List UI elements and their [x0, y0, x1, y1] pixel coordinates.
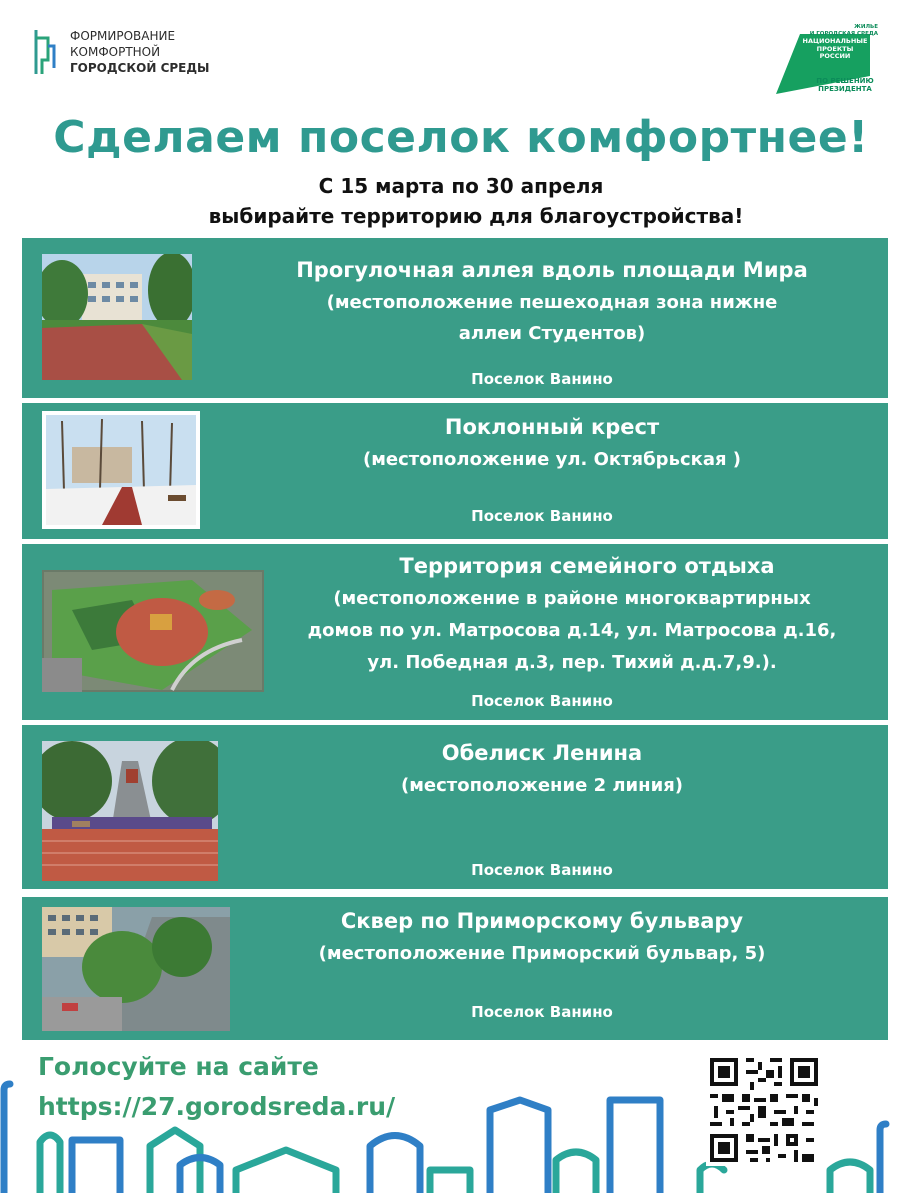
territory-village: Поселок Ванино: [471, 692, 613, 710]
territory-location-line2: домов по ул. Матросова д.14, ул. Матросова д.16,: [307, 620, 837, 641]
territory-village: Поселок Ванино: [471, 1003, 613, 1021]
qr-code-icon: [706, 1054, 822, 1166]
territory-location-line1: (местоположение 2 линия): [400, 775, 684, 796]
vote-label: Голосуйте на сайте: [38, 1052, 319, 1081]
territory-photo-family-area: [42, 570, 264, 692]
territory-village: Поселок Ванино: [471, 370, 613, 388]
territory-name: Обелиск Ленина: [441, 741, 643, 765]
territory-card: [22, 544, 888, 720]
national-projects-logo: [776, 22, 880, 98]
territory-name: Сквер по Приморскому бульвару: [340, 909, 744, 933]
territory-photo-cross: [42, 411, 200, 529]
territory-village: Поселок Ванино: [471, 861, 613, 879]
program-logo: [30, 24, 210, 80]
territory-name: Поклонный крест: [444, 415, 660, 439]
territory-name: Территория семейного отдыха: [399, 554, 775, 578]
program-logo-line2: КОМФОРТНОЙ: [70, 45, 161, 59]
logo-bottom-1: ПО РЕШЕНИЮ: [816, 77, 874, 85]
program-logo-line3: ГОРОДСКОЙ СРЕДЫ: [70, 61, 210, 75]
territory-photo-lenin-obelisk: [42, 741, 218, 881]
territory-card: [22, 403, 888, 539]
program-logo-icon: [30, 24, 58, 80]
territory-card: [22, 725, 888, 889]
qr-code[interactable]: [706, 1054, 822, 1166]
territory-name: Прогулочная аллея вдоль площади Мира: [296, 258, 808, 282]
vote-url-link[interactable]: https://27.gorodsreda.ru/: [38, 1092, 396, 1121]
territory-location-line1: (местоположение Приморский бульвар, 5): [318, 943, 766, 964]
program-logo-line1: ФОРМИРОВАНИЕ: [70, 29, 176, 43]
logo-bottom-2: ПРЕЗИДЕНТА: [818, 85, 872, 93]
territory-village: Поселок Ванино: [471, 507, 613, 525]
territory-location-line1: (местоположение пешеходная зона нижне: [326, 292, 778, 313]
logo-top-text-1: ЖИЛЬЕ: [854, 24, 878, 30]
territory-location-line2: аллеи Студентов): [458, 323, 646, 344]
logo-top-text-2: И ГОРОДСКАЯ СРЕДА: [809, 30, 878, 37]
subtitle-call: выбирайте территорию для благоустройства!: [208, 204, 744, 228]
territory-location-line1: (местоположение ул. Октябрьская ): [362, 449, 742, 470]
logo-banner-3: РОССИИ: [819, 52, 851, 60]
logo-banner-1: НАЦИОНАЛЬНЫЕ: [802, 37, 868, 45]
logo-banner-2: ПРОЕКТЫ: [816, 44, 854, 53]
subtitle-dates: С 15 марта по 30 апреля: [318, 174, 604, 198]
page-title: Сделаем поселок комфортнее!: [53, 112, 869, 163]
territory-location-line3: ул. Победная д.3, пер. Тихий д.д.7,9.).: [367, 652, 777, 673]
territory-photo-primorsky-square: [42, 907, 230, 1031]
territory-card: [22, 897, 888, 1040]
territory-photo-alley: [42, 254, 192, 380]
territory-card: [22, 238, 888, 398]
territory-location-line1: (местоположение в районе многоквартирных: [333, 588, 811, 609]
